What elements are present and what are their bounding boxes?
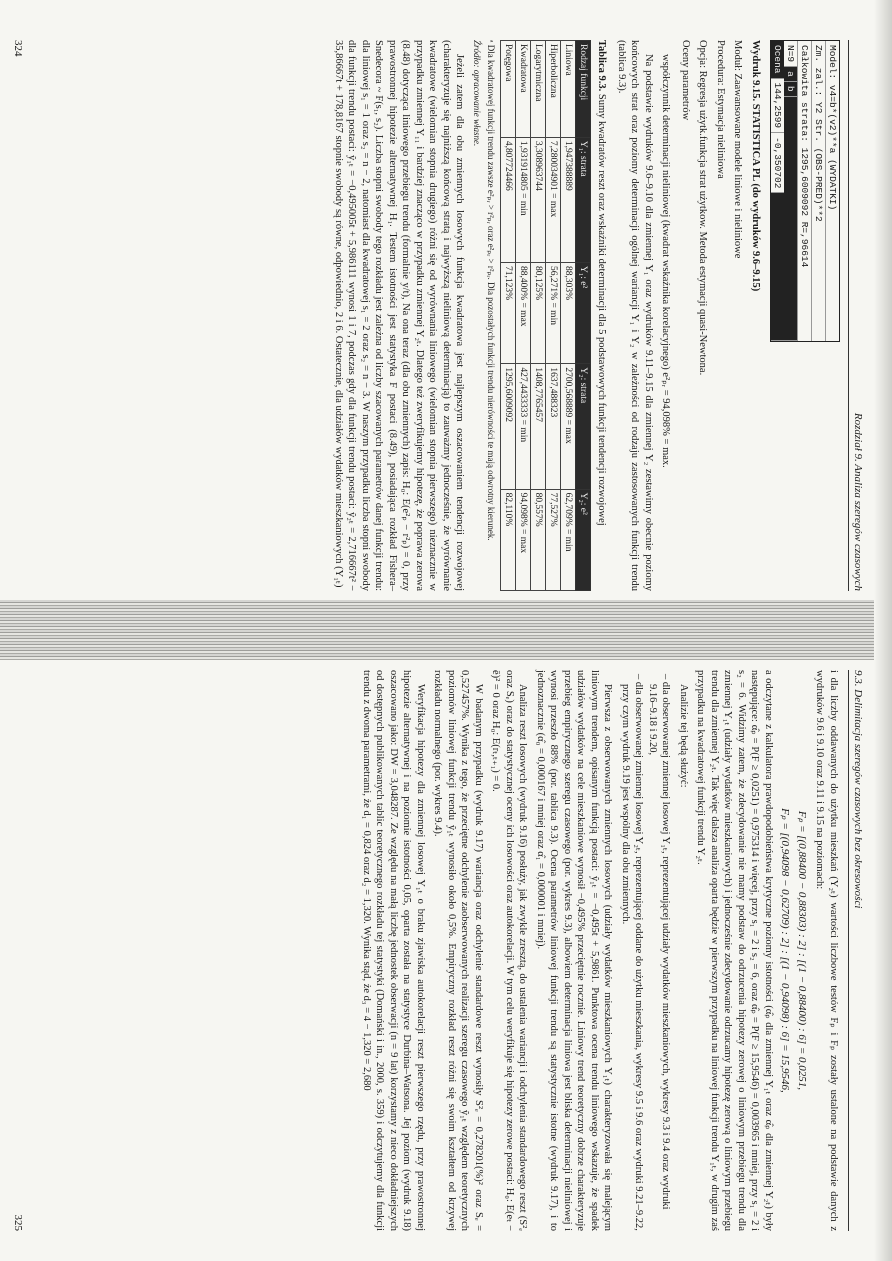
left-page bbox=[0, 0, 892, 625]
table-row bbox=[501, 41, 516, 591]
paragraph: Analizie tej będą służyć: bbox=[678, 684, 689, 788]
paragraph: a odczytane z kalkulatora prawdopodobieństwa krytyczne poziomy istotności (α̂ₚ dla zmiennej Y₁ₜ oraz α̂ₚ dla zmiennej Y₂ₜ) były następujące: α̂ₚ = P(F ≥ 0,0251) = 0,975314 i więcej, przy s₁ = 2 i s₂ = 6, oraz α̂ₚ = P(F ≥ 15,9546) = 0,003965 i mniej, przy s₁ = 2 i s₂ = 6. Widzimy zatem, że zdecydowanie nie mamy podstaw do odrzucenia hipotezy zerowej o liniowym przebiegu trendu dla zmiennej Y₁ₜ (udziały wydatków mieszkaniowych) i jednocześnie zdecydowanie odrzucamy hipotezę zerową o liniowym przebiegu trendu dla zmiennej Y₂ₜ. Tak więc dalsza analiza oparta będzie w pierwszym przypadku na liniowej funkcji trendu Y₁ₜ, w drugim zaś przypadku na kwadratowej funkcji trendu Y₂ₜ. bbox=[695, 670, 774, 1231]
paragraph: Pierwsza z obserwowanych zmiennych losowych (udziały wydatków mieszkaniowych Y₁ₜ) charakteryzowała się malejącym liniowym trendem, opisanym funkcją postaci: ŷ₁ₜ = −0,495t + 5,9861. Punktowa ocena trendu liniowego wskazuje, że spadek udziałów wydatków na cele mieszkaniowe wynosił −0,495% przeciętnie rocznie. Liniowy trend teoretyczny dobrze charakteryzuje przebieg empirycznego szeregu czasowego (por. wykres 9.3), albowiem determinacja liniowa jest bliska determinacji nieliniowej i wynosi przeszło 88% (por. tablica 9.3). Ocena parametrów liniowej funkcji trendu są statystycznie istotne (wydruk 9.17), i to jednoznacznie (α̂₀ = 0,000167 i mniej oraz α̂₁ = 0,000001 i mniej). bbox=[535, 670, 614, 1231]
table-cell: 427,4433333 = min bbox=[516, 364, 531, 489]
table-cell: 7,280034901 = max bbox=[546, 137, 561, 262]
table-cell: 4,807724466 bbox=[501, 137, 516, 262]
table-header: Y₁: strata bbox=[576, 137, 591, 262]
table-cell: Liniowa bbox=[561, 41, 576, 138]
table-cell: 1408,7765457 bbox=[531, 364, 546, 489]
output-value: 144,2599 bbox=[771, 79, 784, 134]
table-cell: 1637,488323 bbox=[546, 364, 561, 489]
paragraph: Jeżeli zatem dla obu zmiennych losowych funkcja kwadratowa jest najlepszym oszacowaniem tendencji rozwojowej (charakteryzuje się najniższą końcową stratą i najwyższą nieliniową determinacją) to zauważmy jednocześnie, że wyrównanie kwadratowe (wielomian stopnia drugiego) różni się od wyrównania liniowego (wielomian stopnia pierwszego) nieznacznie w przypadku zmiennej Y₁₁ i bardziej znacząco w przypadku zmiennej Y₂ₜ. Dlatego też zweryfikujemy hipotezę, że poprawa zerowa (8.48) dotycząca liniowego przebiegu trendu (formalnie y/t), Na ona teraz (dla obu zmiennych) zapis: H₀: E(e²ₚ − r²ₚ) = 0, przy prawostronnej hipotezie alternatywnej H₁. Testem istotności jest statystyka F postaci (8.49), posiadająca rozkład Fishera–Snedecora ~ F(s₁, s₂). Liczba stopni swobody tego rozkładu jest zależna od liczby szacowanych parametrów danej funkcji trendu: dla liniowej s₁ = 1 oraz s₂ = n − 2, natomiast dla kwadratowej s₁ = 2 oraz s₂ = n − 3. W naszym przypadku liczba stopni swobody dla funkcji trendu postaci: ŷ₁ₜ = −0,495005t + 5,986111 wynosi 1 i 7, podczas gdy dla funkcji trendu postaci: ŷ₂ₜ = 2,716667t² − 35,86667t + 178,8167 stopnie swobody są równe, odpowiednio, 2 i 6. Ostatecznie, dla udziałów wydatków mieszkaniowych (Y₁ₜ) bbox=[333, 40, 466, 591]
table-row bbox=[531, 41, 546, 591]
paragraph: Analiza reszt losowych (wydruk 9.16) posłuży, jak zwykle zresztą, do ustalenia wariancji i odchylenia standardowego reszt (S²ₑ oraz Sₑ) oraz do statystycznej oceny ich losowości oraz autokorelacji. W tym celu weryfikuje się hipotezy zerowe postaci: H₀: E(eₜ − ē)² = 0 oraz H₀: E(rₜ,ₜ₊₁) = 0. bbox=[490, 670, 529, 1231]
paragraph: i dla liczby oddawanych do użytku mieszkań (Y₂ₜ) wartości liczbowe testów Fₚ i Fₚ zostały ustalone na podstawie danych z wydruków 9.6 i 9.10 oraz 9.11 i 9.15 na poziomach: bbox=[814, 670, 839, 1231]
table-header: Y₁: e² bbox=[576, 263, 591, 364]
table-cell: 82,110% bbox=[501, 489, 516, 590]
right-running-head: 9.3. Delimitacja szeregów czasowych bez okresowości bbox=[848, 670, 864, 1231]
formula: Fₚ = [(0,94098 − 0,62709) : 2] : [(1 − 0,94098) : 6] = 15,9546, bbox=[779, 808, 791, 1093]
left-running-head: Rozdział 9. Analiza szeregów czasowych bbox=[848, 40, 864, 591]
scan-edge-shadow bbox=[874, 0, 892, 1261]
table-caption: Tablica 9.3. Sumy kwadratów reszt oraz wskaźniki determinacji dla 5 podstawowych funkcji tendencji rozwojowej bbox=[596, 40, 608, 526]
table-cell: 56,271% = min bbox=[546, 263, 561, 364]
table-cell: 88,303% bbox=[561, 263, 576, 364]
output-value-row bbox=[771, 41, 784, 341]
table-row bbox=[546, 41, 561, 591]
table-cell: 1,931914805 = min bbox=[516, 137, 531, 262]
output-line: Zm. zal.: Y2 Str. (OBS-PRED)**2 bbox=[811, 41, 825, 341]
table-cell: Hiperboliczna bbox=[546, 41, 561, 138]
table-cell: 77,527% bbox=[546, 489, 561, 590]
output-label: Ocena bbox=[771, 41, 784, 79]
table-row bbox=[516, 41, 531, 591]
table-cell: 1,947388889 bbox=[561, 137, 576, 262]
table-cell: 2700,568889 = max bbox=[561, 364, 576, 489]
table-cell: 3,308963744 bbox=[531, 137, 546, 262]
example-line: Oceny parametrów bbox=[680, 40, 691, 121]
right-page bbox=[0, 640, 892, 1261]
output-param: a bbox=[784, 67, 797, 82]
table-footnote: ᵃ Dla kwadratowej funkcji trendu zawsze e²ₚᵣ > r²ₚᵣ oraz e²ₚᵣ > r²ₚᵣ. Dla pozostałych funkcji trendu nierówności te mają odwrotny kierunek. bbox=[486, 40, 496, 541]
example-line: Opcja: Regresja użytk.funkcja strat użytkow. Metoda estymacji quasi-Newtona. bbox=[697, 40, 709, 376]
output-header-row bbox=[784, 41, 797, 341]
table-cell: Logarytmiczna bbox=[531, 41, 546, 138]
table-cell: 71,123% bbox=[501, 263, 516, 364]
formula: Fₚ = [(0,88400 − 0,88303) : 2] : [(1 − 0,88400) : 6] = 0,0251, bbox=[796, 810, 808, 1091]
output-param: b bbox=[784, 82, 797, 97]
table-header: Rodzaj funkcji bbox=[576, 41, 591, 138]
table-cell: Kwadratowa bbox=[516, 41, 531, 138]
output-value bbox=[771, 193, 784, 341]
table-cell: 1295,6009092 bbox=[501, 364, 516, 489]
list-item: – dla obserwowanej zmiennej losowej Y₁ₜ, reprezentującej udziały wydatków mieszkaniowych, wykresy 9.3 i 9.4 oraz wydruki 9.16–9.18 i 9.20, bbox=[647, 674, 672, 1210]
table-cell: 80,125% bbox=[531, 263, 546, 364]
paragraph: współczynnik determinacji nieliniowej (kwadrat wskaźnika korelacyjnego) e²ₚᵣ = 94,098% = max. bbox=[660, 54, 672, 468]
determination-table bbox=[500, 40, 591, 591]
table-cell: 88,400% = max bbox=[516, 263, 531, 364]
paragraph: Weryfikacja hipotezy dla zmiennej losowej Y₁ₜ o braku zjawiska autokorelacji reszt pierwszego rzędu, przy prawostronnej hipotezie alternatywnej i na poziomie istotności 0,05, oparta została na statystyce Durbina–Watsona. Jej poziom (wydruk 9.18) oszacowano jako: DW = 3,048287. Ze względu na małą liczbę jednostek obserwacji (n = 9 lat) korzystamy z nieco dokładniejszych od dostępnych publikowanych tablic teoretycznego rozkładu tej statystyki (Domański i in., 2000, s. 359) i odczytujemy dla funkcji trendu z dwoma parametrami, że d₁ = 0,824 oraz d₂ = 1,320. Wynika stąd, że d₃ = 4 − 1,320 = 2,680 bbox=[361, 670, 426, 1231]
example-line: Moduł: Zaawansowane modele liniowe i nieliniowe bbox=[732, 40, 744, 259]
example-line: Procedura: Estymacja nieliniowa bbox=[715, 40, 726, 179]
bullet-list bbox=[619, 670, 673, 1231]
page-number: 324 bbox=[12, 40, 24, 57]
table-source: Źródło: opracowanie własne. bbox=[472, 40, 483, 147]
list-item: – dla obserwowanej zmiennej losowej Y₂ₜ, reprezentującej oddane do użytku mieszkania, wykresy 9.5 i 9.6 oraz wydruki 9.21–9.22, przy czym wydruk 9.19 jest wspólny dla obu zmiennych. bbox=[620, 674, 645, 1231]
paragraph: W badanym przypadku (wydruk 9.17) wariancja oraz odchylenie standardowe reszt wynosiły S²ₑ = 0,278201(%)² oraz Sₑ = 0,527457%. Wynika z tego, że przeciętne odchylenie zaobserwowanych realizacji szeregu czasowego ŷ₁ₜ względem teoretycznych poziomów liniowej funkcji trendu ŷ₁ₜ wynosiło około 0,5%. Empiryczny rozkład reszt różni się swoim kształtem od krzywej rozkładu normalnego (por. wykres 9.4). bbox=[432, 670, 484, 1231]
table-cell: 94,098% = max bbox=[516, 489, 531, 590]
output-line: Całkowita strata: 1295,6009092 R=,96614 bbox=[797, 41, 811, 341]
table-row bbox=[561, 41, 576, 591]
table-cell: Potęgowa bbox=[501, 41, 516, 138]
statistica-output-box bbox=[770, 40, 840, 342]
output-label: N=9 bbox=[784, 41, 797, 67]
output-value: -0,350702 bbox=[771, 133, 784, 193]
table-header: Y₂: strata bbox=[576, 364, 591, 489]
page-number: 325 bbox=[12, 1214, 24, 1231]
table-cell: 80,557% bbox=[531, 489, 546, 590]
output-param bbox=[784, 97, 797, 341]
table-cell: 62,709% = min bbox=[561, 489, 576, 590]
table-header: Y₂: e² bbox=[576, 489, 591, 590]
example-title: Wydruk 9.15. STATISTICA PL (do wydruków 9.6–9.15) bbox=[750, 40, 761, 292]
paragraph: Na podstawie wydruków 9.6–9.10 dla zmiennej Y₁ oraz wydruków 9.11–9.15 dla zmiennej Y₂ zestawimy obecnie poziomy końcowych strat oraz poziomy determinacji ogólnej wariancji Y₁ i Y₂ w zależności od rodzaju zastosowanych funkcji trendu (tablica 9.3). bbox=[616, 40, 654, 591]
output-line: Model: v4=b*(v2)**a (WYDATKI) bbox=[825, 41, 839, 341]
table-header-row bbox=[576, 41, 591, 591]
